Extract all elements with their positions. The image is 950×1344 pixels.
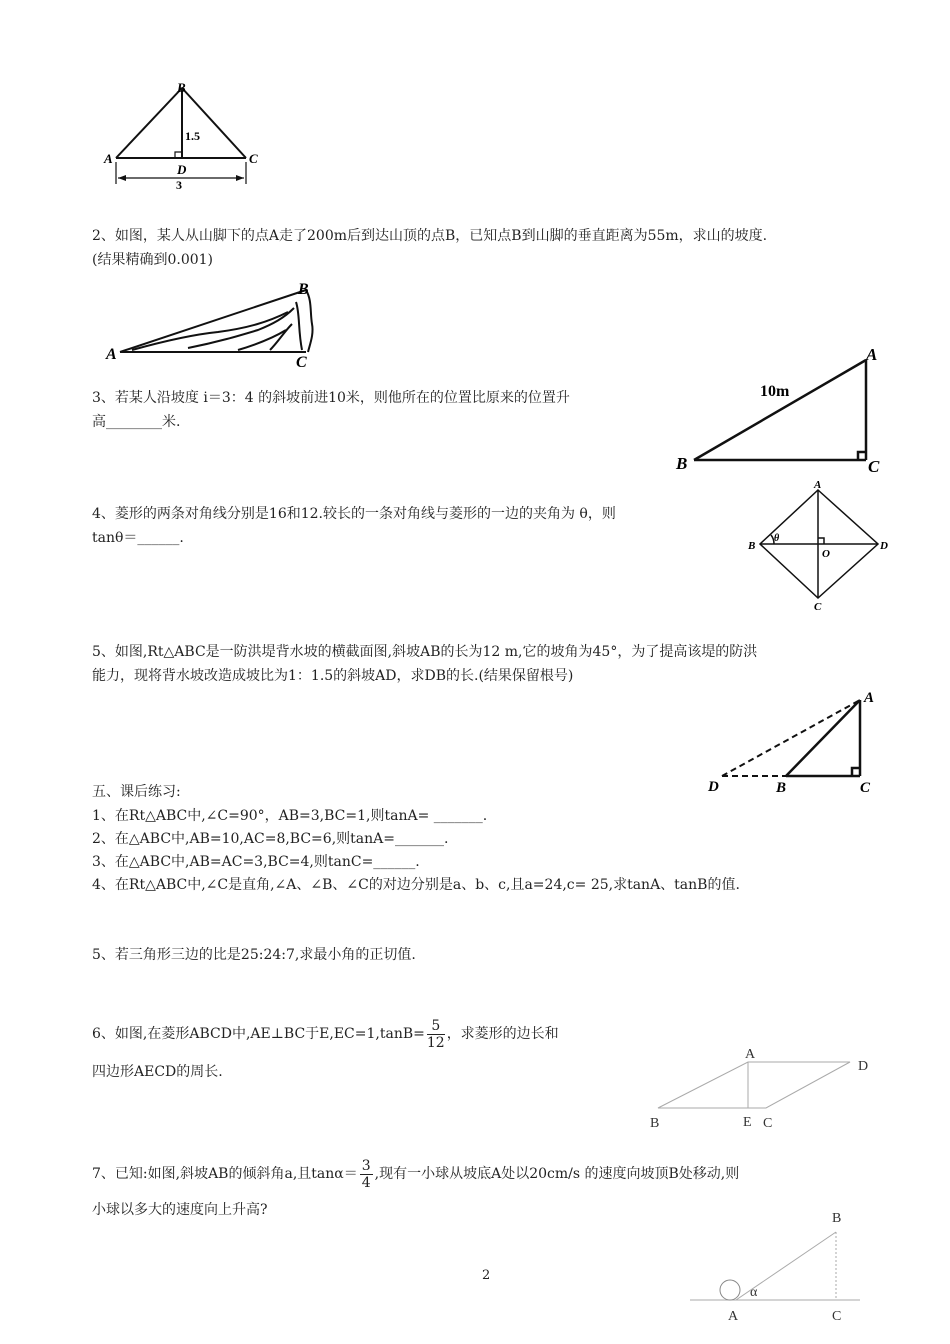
exercise-7-line2: 小球以多大的速度向上升高? bbox=[92, 1202, 268, 1218]
label-A: A bbox=[864, 690, 875, 706]
label-B: B bbox=[298, 281, 309, 298]
label-C: C bbox=[814, 601, 822, 612]
exercise-2: 2、在△ABC中,AB=10,AC=8,BC=6,则tanA=_______. bbox=[92, 831, 449, 847]
fraction-3-4 bbox=[360, 1158, 373, 1191]
label-C: C bbox=[249, 151, 258, 166]
label-O: O bbox=[822, 548, 830, 560]
question-4-line2: tanθ＝______. bbox=[92, 530, 184, 546]
label-A: A bbox=[814, 479, 822, 491]
page-number: 2 bbox=[482, 1268, 491, 1283]
exercise-5: 5、若三角形三边的比是25:24:7,求最小角的正切值. bbox=[92, 947, 416, 963]
exercise-7-post: ,现有一小球从坡底A处以20cm/s 的速度向坡顶B处移动,则 bbox=[374, 1166, 740, 1182]
fraction-numerator: 3 bbox=[361, 1157, 371, 1174]
fraction-denominator: 4 bbox=[361, 1174, 371, 1191]
exercise-6-line1 bbox=[92, 1012, 559, 1056]
label-A: A bbox=[866, 345, 878, 364]
label-B: B bbox=[177, 80, 186, 95]
question-3-line2: 高________米. bbox=[92, 414, 181, 430]
mountain-slope-figure bbox=[98, 272, 328, 372]
question-2-line2: (结果精确到0.001) bbox=[92, 252, 214, 268]
label-B: B bbox=[748, 540, 756, 552]
label-theta: θ bbox=[774, 533, 780, 544]
question-5-line2: 能力，现将背水坡改造成坡比为1：1.5的斜坡AD，求DB的长.(结果保留根号) bbox=[92, 668, 574, 684]
exercise-6-post: ，求菱形的边长和 bbox=[446, 1026, 559, 1042]
label-D: D bbox=[708, 779, 719, 795]
label-A: A bbox=[728, 1309, 739, 1324]
label-C: C bbox=[763, 1116, 773, 1131]
label-A: A bbox=[106, 346, 117, 363]
label-alpha: α bbox=[750, 1285, 758, 1300]
label-D: D bbox=[177, 162, 187, 177]
exercise-6-pre: 6、如图,在菱形ABCD中,AE⊥BC于E,EC=1,tanB= bbox=[92, 1026, 425, 1042]
slope-10m-figure bbox=[672, 342, 902, 478]
dam-cross-section-figure bbox=[700, 684, 890, 796]
label-length: 10m bbox=[760, 383, 790, 400]
label-C: C bbox=[868, 457, 880, 476]
label-B: B bbox=[832, 1211, 842, 1226]
label-A: A bbox=[104, 151, 113, 166]
rhombus-abcd-figure bbox=[640, 1040, 880, 1134]
exercise-7-pre: 7、已知:如图,斜坡AB的倾斜角a,且tanα＝ bbox=[92, 1166, 358, 1182]
fraction-numerator: 5 bbox=[427, 1018, 445, 1035]
label-D: D bbox=[858, 1059, 869, 1074]
label-B: B bbox=[776, 780, 787, 796]
exercise-3: 3、在△ABC中,AB=AC=3,BC=4,则tanC=______. bbox=[92, 854, 420, 870]
exercise-1: 1、在Rt△ABC中,∠C=90°，AB=3,BC=1,则tanA= _______. bbox=[92, 808, 488, 824]
label-B: B bbox=[650, 1116, 660, 1131]
section-title: 五、课后练习: bbox=[92, 784, 181, 800]
question-5-line1: 5、如图,Rt△ABC是一防洪堤背水坡的横截面图,斜坡AB的长为12 m,它的坡角为45°，为了提高该堤的防洪 bbox=[92, 644, 758, 660]
fraction-5-12 bbox=[427, 1018, 445, 1051]
label-C: C bbox=[860, 780, 871, 796]
label-A: A bbox=[745, 1047, 756, 1062]
label-C: C bbox=[832, 1309, 842, 1324]
label-E: E bbox=[743, 1115, 752, 1130]
label-C: C bbox=[296, 354, 307, 371]
ball-slope-figure bbox=[680, 1204, 880, 1328]
exercise-6-line2: 四边形AECD的周长. bbox=[92, 1064, 223, 1080]
label-height: 1.5 bbox=[185, 129, 200, 143]
label-D: D bbox=[880, 540, 888, 552]
question-3-line1: 3、若某人沿坡度 i＝3：4 的斜坡前进10米，则他所在的位置比原来的位置升 bbox=[92, 390, 570, 406]
label-B: B bbox=[676, 454, 688, 473]
exercise-7-line1 bbox=[92, 1152, 739, 1196]
exercise-4: 4、在Rt△ABC中,∠C是直角,∠A、∠B、∠C的对边分别是a、b、c,且a=24,c= 25,求tanA、tanB的值. bbox=[92, 877, 740, 893]
fraction-denominator: 12 bbox=[426, 1034, 445, 1051]
question-4-line1: 4、菱形的两条对角线分别是16和12.较长的一条对角线与菱形的一边的夹角为 θ，则 bbox=[92, 506, 616, 522]
rhombus-figure bbox=[744, 478, 894, 612]
question-2-line1: 2、如图，某人从山脚下的点A走了200m后到达山顶的点B，已知点B到山脚的垂直距离为55m，求山的坡度. bbox=[92, 228, 768, 244]
label-base: 3 bbox=[176, 178, 182, 192]
triangle-altitude-figure bbox=[88, 78, 268, 196]
